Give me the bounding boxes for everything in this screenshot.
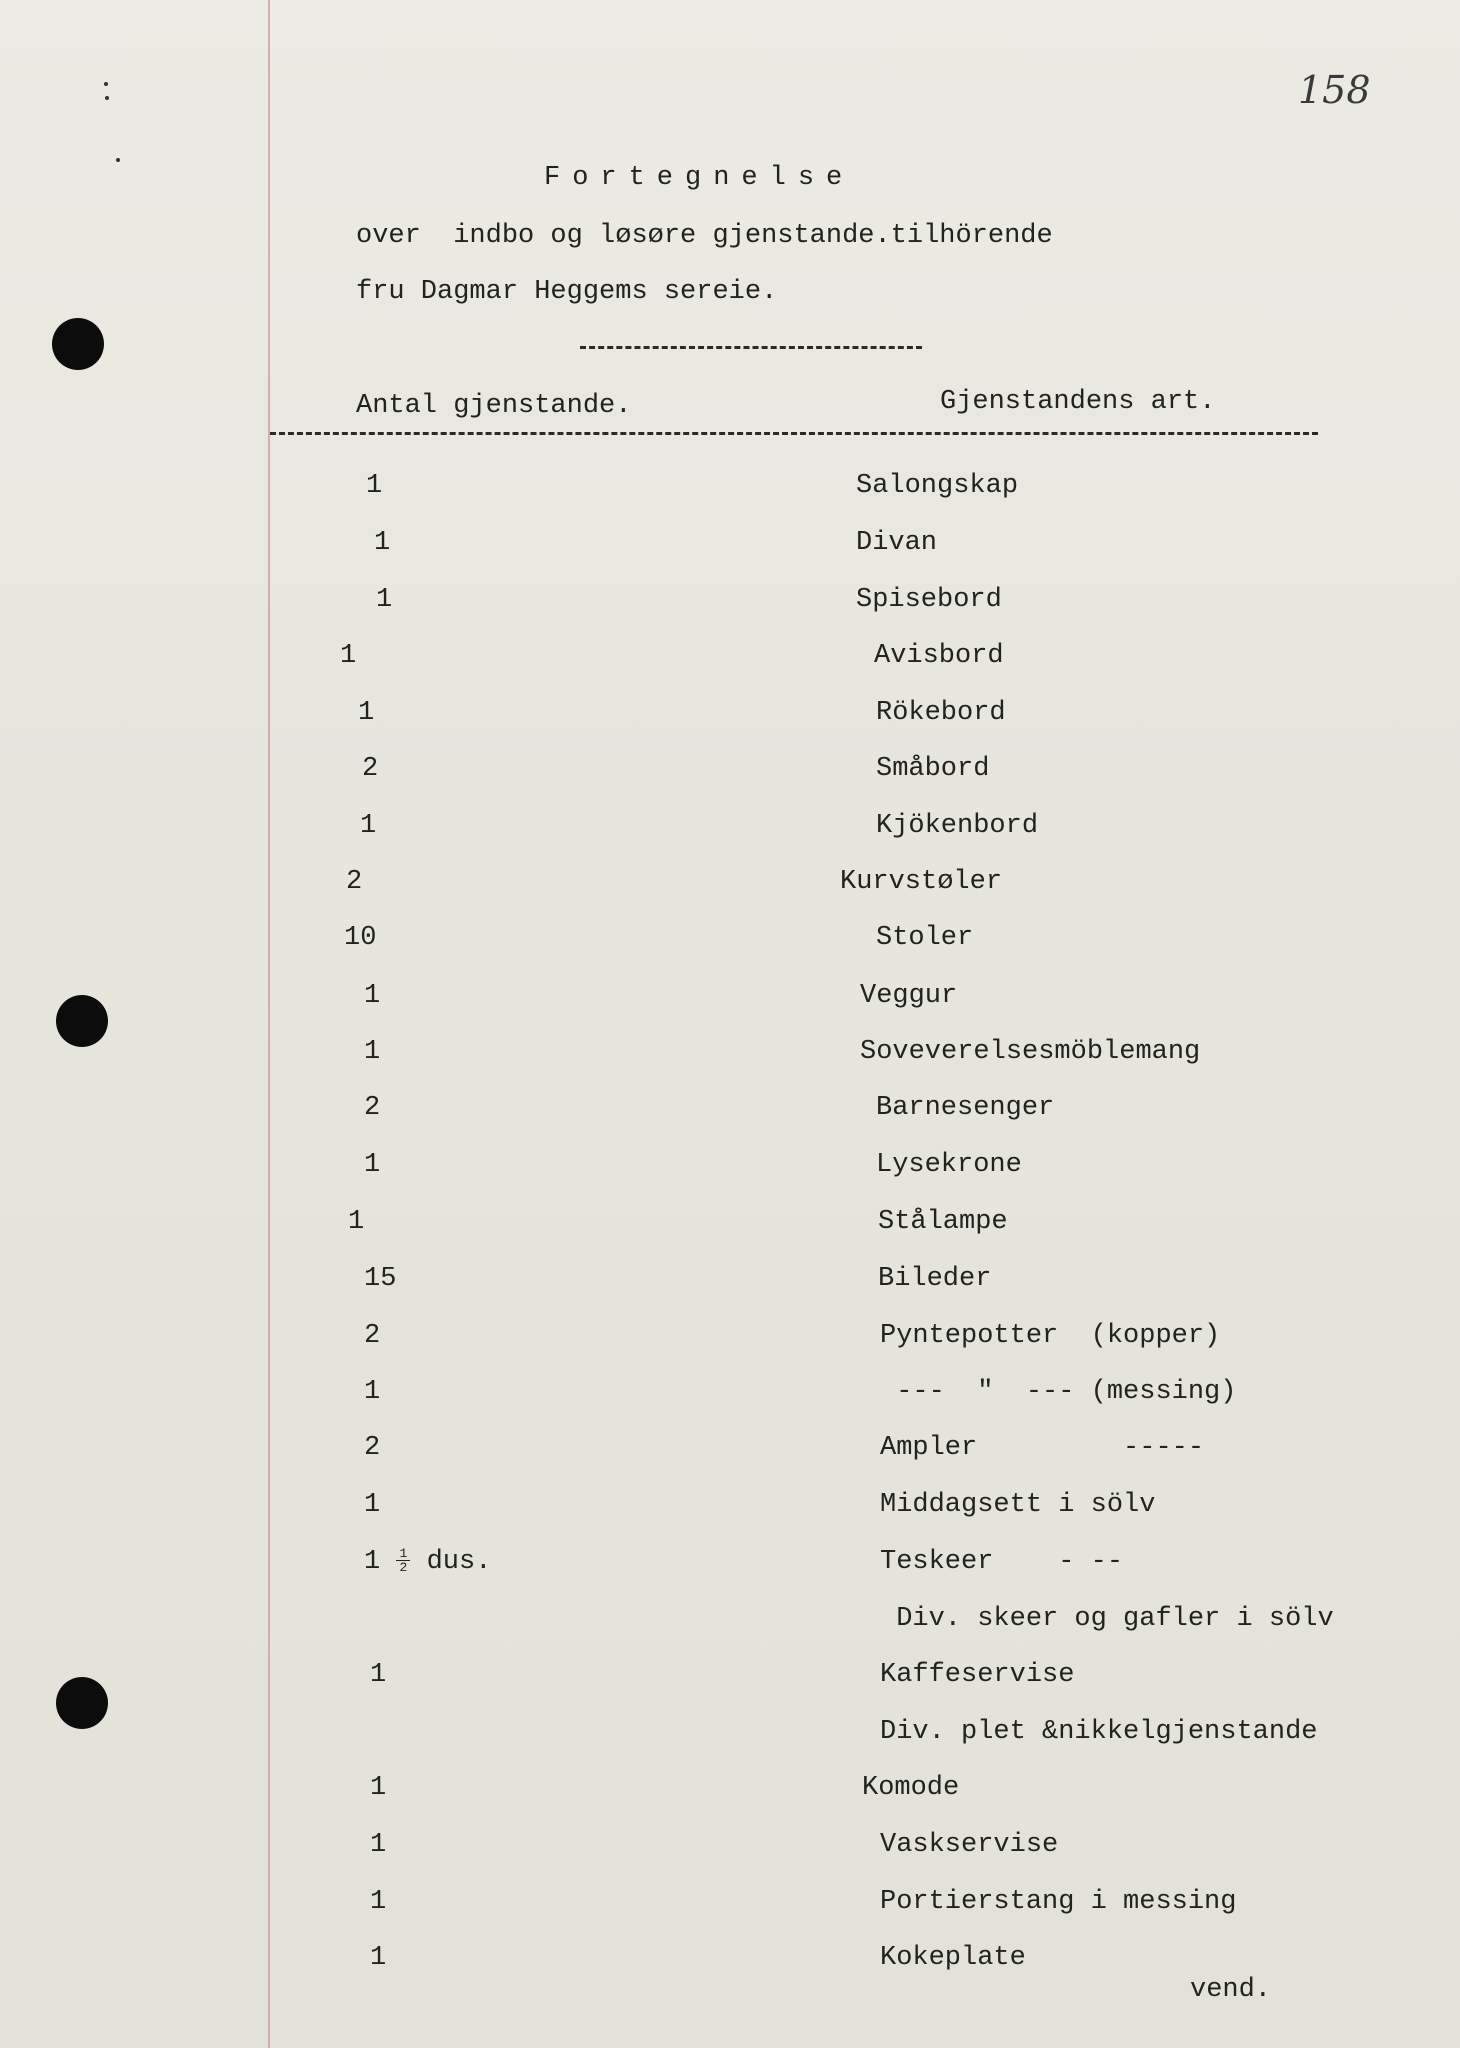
item-quantity	[340, 640, 356, 672]
item-description: Rökebord	[876, 698, 1006, 728]
quantity-value: 1	[366, 471, 383, 501]
header-divider	[270, 432, 1318, 435]
item-description: Stålampe	[878, 1207, 1008, 1237]
item-description: Div. plet &nikkelgjenstande	[880, 1717, 1318, 1747]
punch-hole	[56, 1677, 108, 1729]
item-quantity	[374, 527, 390, 559]
item-description: Stoler	[876, 923, 974, 953]
item-description: Pyntepotter (kopper)	[880, 1321, 1221, 1351]
item-description: Kjökenbord	[876, 811, 1039, 841]
item-quantity	[376, 584, 392, 616]
quantity-value: 1	[340, 641, 357, 671]
item-quantity	[364, 1092, 380, 1124]
item-quantity	[364, 1036, 380, 1068]
short-divider	[580, 346, 922, 349]
item-description: Soveverelsesmöblemang	[860, 1037, 1201, 1067]
item-quantity	[364, 1546, 491, 1578]
item-quantity	[370, 1942, 386, 1974]
speck	[105, 96, 109, 100]
page-number: 158	[1298, 68, 1371, 112]
quantity-value: 2	[364, 1093, 381, 1123]
item-quantity	[360, 810, 376, 842]
quantity-unit: dus.	[426, 1547, 492, 1577]
quantity-value: 1	[364, 1377, 381, 1407]
item-description: Div. skeer og gafler i sölv	[880, 1604, 1334, 1634]
item-quantity	[364, 1149, 380, 1181]
quantity-value: 10	[344, 923, 377, 953]
item-description: Veggur	[860, 981, 958, 1011]
item-quantity	[348, 1206, 364, 1238]
item-description: Ampler -----	[880, 1433, 1205, 1463]
quantity-value: 2	[364, 1321, 381, 1351]
item-quantity	[364, 1489, 380, 1521]
quantity-value: 2	[362, 754, 379, 784]
item-quantity	[364, 1432, 380, 1464]
item-quantity	[370, 1772, 386, 1804]
item-description: Vaskservise	[880, 1830, 1059, 1860]
quantity-value: 1	[360, 811, 377, 841]
document-title: Fortegnelse	[544, 163, 855, 193]
item-quantity	[358, 697, 374, 729]
item-description: Middagsett i sölv	[880, 1490, 1156, 1520]
item-description: Lysekrone	[876, 1150, 1022, 1180]
quantity-value: 1	[374, 528, 391, 558]
item-description: Portierstang i messing	[880, 1887, 1237, 1917]
quantity-fraction	[396, 1547, 410, 1574]
item-description: Komode	[862, 1773, 960, 1803]
item-description: Bileder	[878, 1264, 992, 1294]
punch-hole	[56, 995, 108, 1047]
item-quantity	[370, 1659, 386, 1691]
quantity-value: 1	[348, 1207, 365, 1237]
quantity-value: 1	[364, 1037, 381, 1067]
quantity-value: 2	[364, 1433, 381, 1463]
item-description: Småbord	[876, 754, 990, 784]
item-description: Spisebord	[856, 585, 1002, 615]
item-description: Divan	[856, 528, 938, 558]
quantity-value: 1	[370, 1773, 387, 1803]
item-description: Kurvstøler	[840, 867, 1003, 897]
quantity-value: 15	[364, 1264, 397, 1294]
item-quantity	[364, 1376, 380, 1408]
quantity-value: 1	[364, 1547, 381, 1577]
item-description: Teskeer - --	[880, 1547, 1124, 1577]
footer-note: vend.	[1190, 1975, 1272, 2005]
quantity-value: 1	[370, 1660, 387, 1690]
punch-hole	[52, 318, 104, 370]
speck	[104, 82, 108, 86]
item-quantity	[364, 1320, 380, 1352]
quantity-value: 1	[364, 981, 381, 1011]
quantity-value: 1	[364, 1490, 381, 1520]
quantity-value: 2	[346, 867, 363, 897]
fraction-denominator: 2	[399, 1560, 408, 1576]
column-header-item: Gjenstandens art.	[940, 387, 1216, 417]
item-quantity	[366, 470, 382, 502]
item-quantity	[346, 866, 362, 898]
quantity-value: 1	[376, 585, 393, 615]
intro-line-1: over indbo og løsøre gjenstande.tilhörende	[356, 221, 1053, 251]
item-description: Salongskap	[856, 471, 1019, 501]
margin-rule	[268, 0, 270, 2048]
fraction-numerator: 1	[396, 1547, 410, 1561]
speck	[116, 158, 120, 162]
item-quantity	[344, 922, 376, 954]
item-description: Avisbord	[874, 641, 1004, 671]
intro-line-2: fru Dagmar Heggems sereie.	[356, 277, 778, 307]
column-header-qty: Antal gjenstande.	[356, 391, 632, 421]
item-description: Barnesenger	[876, 1093, 1055, 1123]
item-description: Kokeplate	[880, 1943, 1026, 1973]
item-quantity	[362, 753, 378, 785]
quantity-value: 1	[364, 1150, 381, 1180]
item-description: Kaffeservise	[880, 1660, 1075, 1690]
quantity-value: 1	[370, 1830, 387, 1860]
item-quantity	[370, 1829, 386, 1861]
quantity-value: 1	[370, 1943, 387, 1973]
quantity-value: 1	[370, 1887, 387, 1917]
quantity-value: 1	[358, 698, 375, 728]
item-quantity	[364, 980, 380, 1012]
item-quantity	[364, 1263, 396, 1295]
item-description: --- " --- (messing)	[880, 1377, 1237, 1407]
item-quantity	[370, 1886, 386, 1918]
